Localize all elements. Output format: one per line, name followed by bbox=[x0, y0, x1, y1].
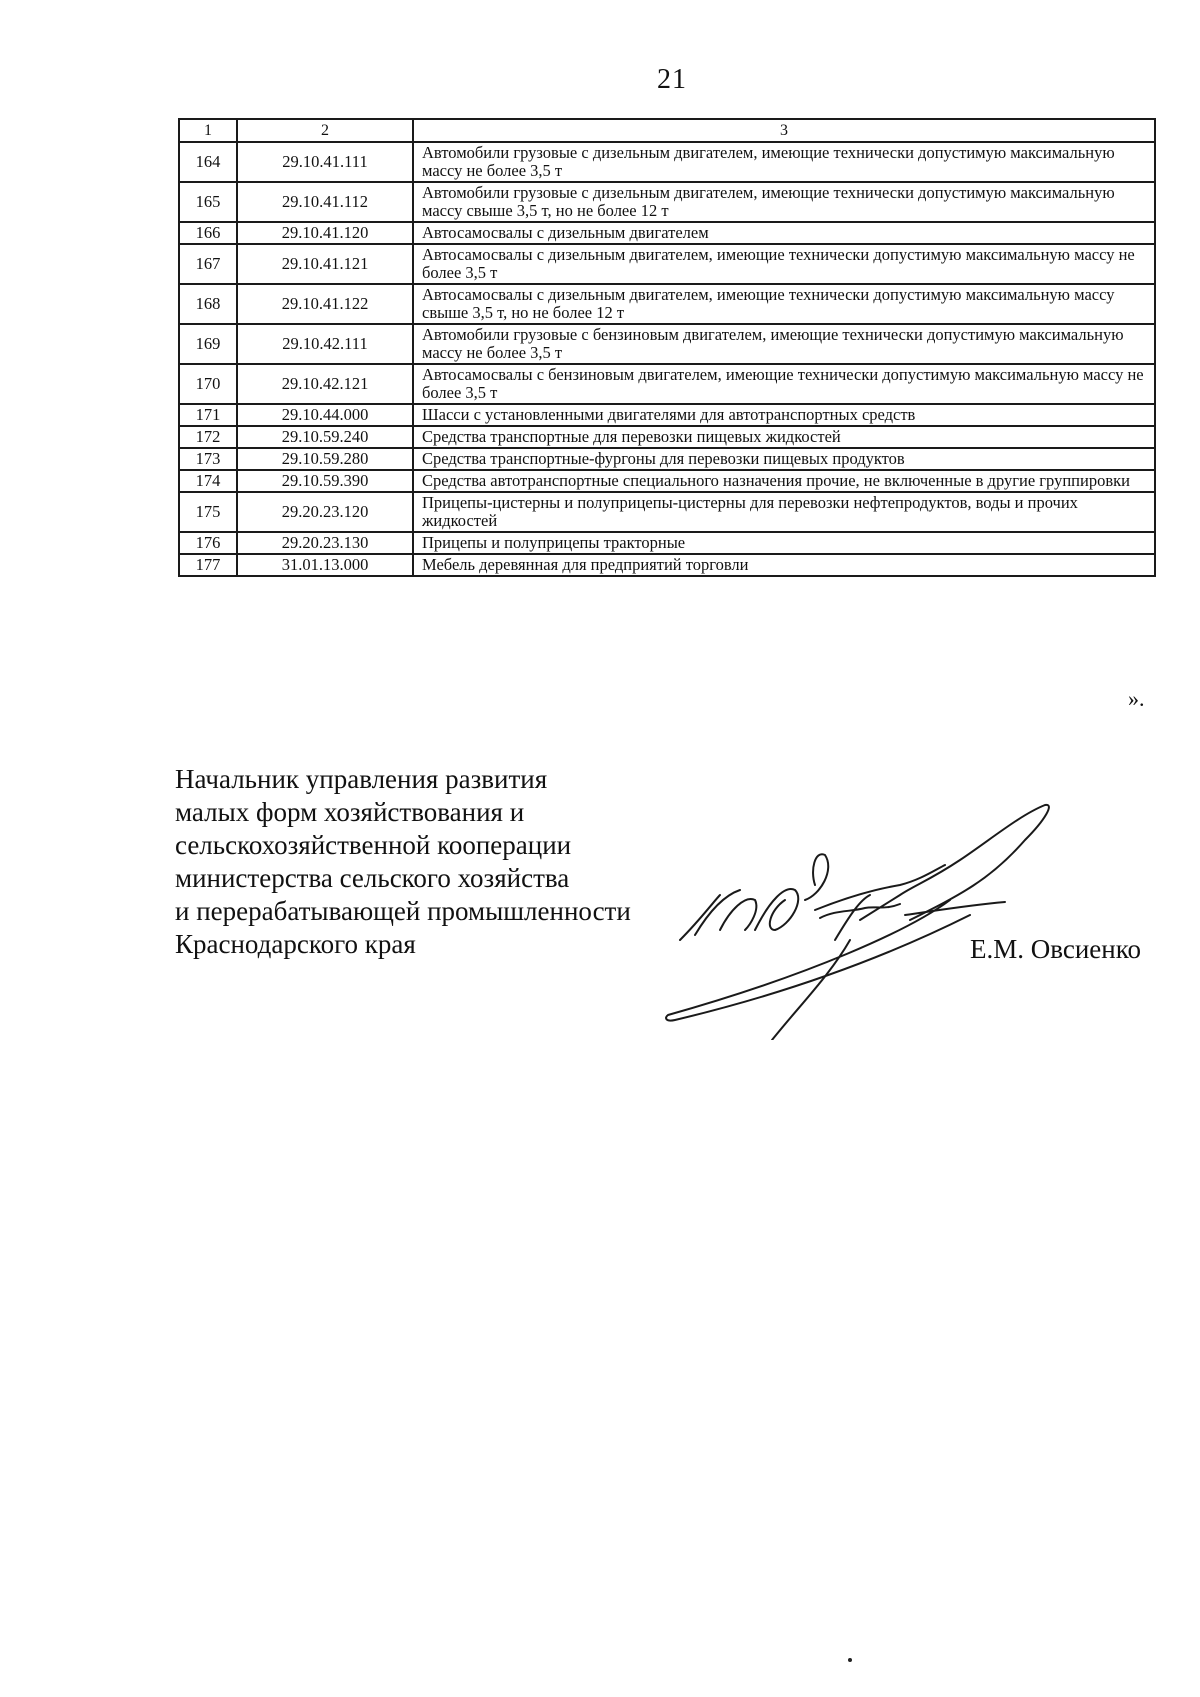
column-header-code: 2 bbox=[237, 119, 413, 142]
handwritten-signature bbox=[660, 800, 1100, 1040]
table-row bbox=[179, 426, 1155, 448]
row-code: 29.10.42.121 bbox=[237, 364, 413, 404]
row-number: 164 bbox=[179, 142, 237, 182]
column-header-number: 1 bbox=[179, 119, 237, 142]
signature-title-line: Начальник управления развития bbox=[175, 764, 548, 794]
table-row bbox=[179, 554, 1155, 576]
signature-position-title bbox=[175, 763, 631, 961]
signature-title-line: малых форм хозяйствования и bbox=[175, 797, 525, 827]
table-row bbox=[179, 492, 1155, 532]
signature-title-line: сельскохозяйственной кооперации bbox=[175, 830, 572, 860]
row-number: 173 bbox=[179, 448, 237, 470]
row-code: 29.20.23.130 bbox=[237, 532, 413, 554]
signature-title-line: и перерабатывающей промышленности bbox=[175, 896, 631, 926]
row-code: 29.10.59.280 bbox=[237, 448, 413, 470]
row-code: 29.10.59.390 bbox=[237, 470, 413, 492]
row-code: 29.10.42.111 bbox=[237, 324, 413, 364]
row-code: 29.10.41.122 bbox=[237, 284, 413, 324]
row-code: 31.01.13.000 bbox=[237, 554, 413, 576]
signatory-name: Е.М. Овсиенко bbox=[970, 934, 1141, 964]
row-number: 165 bbox=[179, 182, 237, 222]
row-code: 29.20.23.120 bbox=[237, 492, 413, 532]
row-number: 170 bbox=[179, 364, 237, 404]
row-code: 29.10.44.000 bbox=[237, 404, 413, 426]
page-number: 21 bbox=[657, 64, 687, 95]
row-description: Прицепы и полуприцепы тракторные bbox=[413, 532, 1155, 554]
row-number: 172 bbox=[179, 426, 237, 448]
row-code: 29.10.41.112 bbox=[237, 182, 413, 222]
row-description: Автосамосвалы с дизельным двигателем, имеющие технически допустимую максимальную массу не более 3,5 т bbox=[413, 244, 1155, 284]
row-number: 167 bbox=[179, 244, 237, 284]
table-row bbox=[179, 364, 1155, 404]
row-description: Автосамосвалы с дизельным двигателем bbox=[413, 222, 1155, 244]
closing-quote: ». bbox=[1128, 686, 1145, 711]
row-description: Средства транспортные для перевозки пищевых жидкостей bbox=[413, 426, 1155, 448]
table-row bbox=[179, 324, 1155, 364]
row-description: Прицепы-цистерны и полуприцепы-цистерны для перевозки нефтепродуктов, воды и прочих жидкостей bbox=[413, 492, 1155, 532]
table-row bbox=[179, 470, 1155, 492]
row-description: Мебель деревянная для предприятий торговли bbox=[413, 554, 1155, 576]
row-number: 175 bbox=[179, 492, 237, 532]
table-row bbox=[179, 284, 1155, 324]
signature-title-line: Краснодарского края bbox=[175, 929, 416, 959]
row-description: Средства автотранспортные специального назначения прочие, не включенные в другие группировки bbox=[413, 470, 1155, 492]
table-row bbox=[179, 142, 1155, 182]
row-description: Автомобили грузовые с дизельным двигателем, имеющие технически допустимую максимальную массу не более 3,5 т bbox=[413, 142, 1155, 182]
classification-table bbox=[178, 118, 1156, 577]
table-row bbox=[179, 222, 1155, 244]
row-number: 171 bbox=[179, 404, 237, 426]
table-header-row bbox=[179, 119, 1155, 142]
row-description: Автомобили грузовые с дизельным двигателем, имеющие технически допустимую максимальную массу свыше 3,5 т, но не более 12 т bbox=[413, 182, 1155, 222]
row-number: 168 bbox=[179, 284, 237, 324]
table-row bbox=[179, 404, 1155, 426]
column-header-description: 3 bbox=[413, 119, 1155, 142]
row-code: 29.10.59.240 bbox=[237, 426, 413, 448]
row-number: 169 bbox=[179, 324, 237, 364]
table-row bbox=[179, 182, 1155, 222]
footer-mark bbox=[848, 1658, 852, 1662]
signature-title-line: министерства сельского хозяйства bbox=[175, 863, 570, 893]
row-number: 166 bbox=[179, 222, 237, 244]
table-row bbox=[179, 448, 1155, 470]
table-row bbox=[179, 244, 1155, 284]
row-description: Автосамосвалы с бензиновым двигателем, имеющие технически допустимую максимальную массу не более 3,5 т bbox=[413, 364, 1155, 404]
row-code: 29.10.41.120 bbox=[237, 222, 413, 244]
row-description: Средства транспортные-фургоны для перевозки пищевых продуктов bbox=[413, 448, 1155, 470]
row-code: 29.10.41.121 bbox=[237, 244, 413, 284]
row-code: 29.10.41.111 bbox=[237, 142, 413, 182]
row-number: 177 bbox=[179, 554, 237, 576]
row-description: Автосамосвалы с дизельным двигателем, имеющие технически допустимую максимальную массу свыше 3,5 т, но не более 12 т bbox=[413, 284, 1155, 324]
row-description: Автомобили грузовые с бензиновым двигателем, имеющие технически допустимую максимальную массу не более 3,5 т bbox=[413, 324, 1155, 364]
row-description: Шасси с установленными двигателями для автотранспортных средств bbox=[413, 404, 1155, 426]
row-number: 174 bbox=[179, 470, 237, 492]
table-row bbox=[179, 532, 1155, 554]
table-body bbox=[179, 142, 1155, 576]
row-number: 176 bbox=[179, 532, 237, 554]
